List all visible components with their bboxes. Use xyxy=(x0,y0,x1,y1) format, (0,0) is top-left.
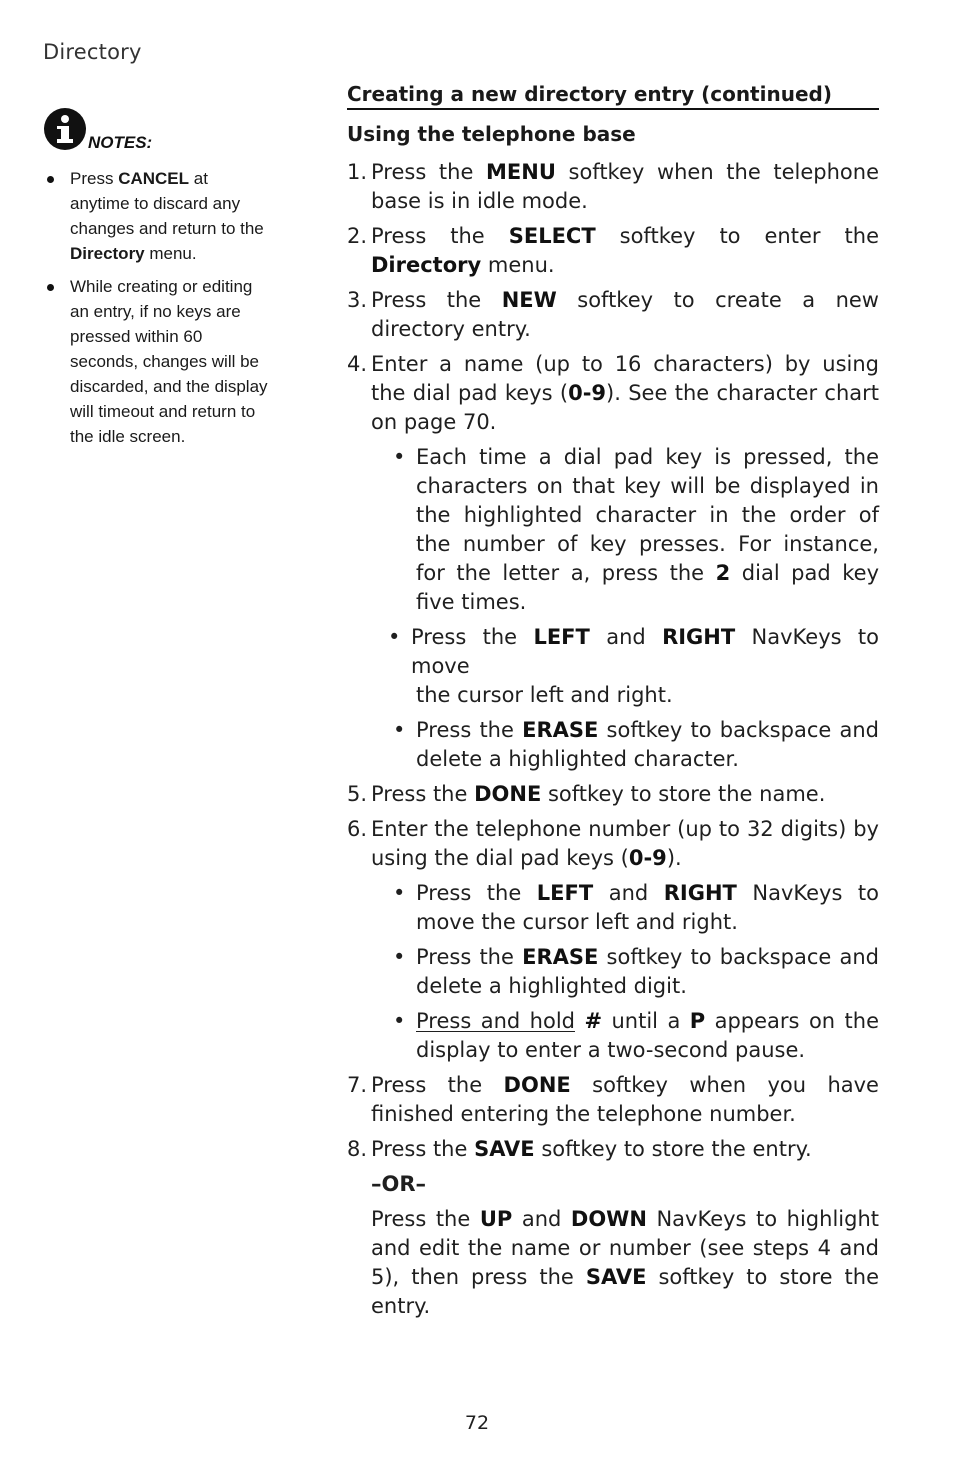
step-item: 4. Enter a name (up to 16 characters) by using the dial pad keys (0-9). See the character chart on page 70. • Each time a dial pad key is pressed, the characters on that key will be displayed in the highlighted character in the order of the number of key presses. For instance, for the letter a, press the 2 dial pad key five times. • Press the LEFT and RIGHT NavKeys to move the cursor left and right. • Press the ERASE softkey to backspace and delete a highlighted character. xyxy=(347,350,879,774)
notes-title: NOTES: xyxy=(88,133,153,152)
note-item: Press CANCEL at anytime to discard any changes and return to the Directory menu. xyxy=(44,166,269,266)
bullet-item: • Press the ERASE softkey to backspace and delete a highlighted character. xyxy=(393,718,879,771)
bullet-item: • Press and hold # until a P appears on the display to enter a two-second pause. xyxy=(393,1009,880,1062)
step-item: 5. Press the DONE softkey to store the name. xyxy=(347,782,826,806)
note-item: While creating or editing an entry, if no keys are pressed within 60 seconds, changes will be discarded, and the display will timeout and return to the idle screen. xyxy=(44,274,269,449)
bullet-item: • Press the LEFT and RIGHT NavKeys to move the cursor left and right. xyxy=(393,881,879,934)
page-number: 72 xyxy=(464,1412,490,1434)
step-item: 3. Press the NEW softkey to create a new directory entry. xyxy=(347,288,879,341)
bullet-item: • Press the ERASE softkey to backspace and delete a highlighted digit. xyxy=(393,945,879,998)
or-separator: –OR– xyxy=(371,1172,427,1196)
info-icon xyxy=(44,108,86,150)
step-item: 8. Press the SAVE softkey to store the entry. –OR– Press the UP and DOWN NavKeys to highlight and edit the name or number (see steps 4 and 5), then press the SAVE softkey to store the entry. xyxy=(347,1135,879,1321)
sub-bullet-list xyxy=(371,879,879,1065)
running-header: Directory xyxy=(43,40,142,64)
alternative-instruction: Press the UP and DOWN NavKeys to highlight and edit the name or number (see steps 4 and 5), then press the SAVE softkey to store the entry. xyxy=(371,1207,879,1318)
sub-bullet-list xyxy=(371,443,879,774)
section-title: Creating a new directory entry (continued) xyxy=(347,82,879,110)
bullet-item: • Press the LEFT and RIGHT NavKeys to move the cursor left and right. xyxy=(388,625,879,707)
step-item: 6. Enter the telephone number (up to 32 digits) by using the dial pad keys (0-9). • Press the LEFT and RIGHT NavKeys to move the cursor left and right. • Press the ERASE softkey to backspace and delete a highlighted digit. • Press and hold # until a P appears on the display to enter a two-second pause. xyxy=(347,815,879,1065)
step-item: 7. Press the DONE softkey when you have finished entering the telephone number. xyxy=(347,1073,879,1126)
subsection-title: Using the telephone base xyxy=(347,122,636,146)
main-content xyxy=(347,82,879,1327)
step-item: 2. Press the SELECT softkey to enter the Directory menu. xyxy=(347,224,879,277)
bullet-item: • Each time a dial pad key is pressed, the characters on that key will be displayed in the highlighted character in the order of the number of key presses. For instance, for the letter a, press the 2 dial pad key five times. xyxy=(393,445,880,614)
steps-list xyxy=(347,158,879,1321)
step-item: 1. Press the MENU softkey when the telephone base is in idle mode. xyxy=(347,160,879,213)
notes-list xyxy=(44,166,269,457)
